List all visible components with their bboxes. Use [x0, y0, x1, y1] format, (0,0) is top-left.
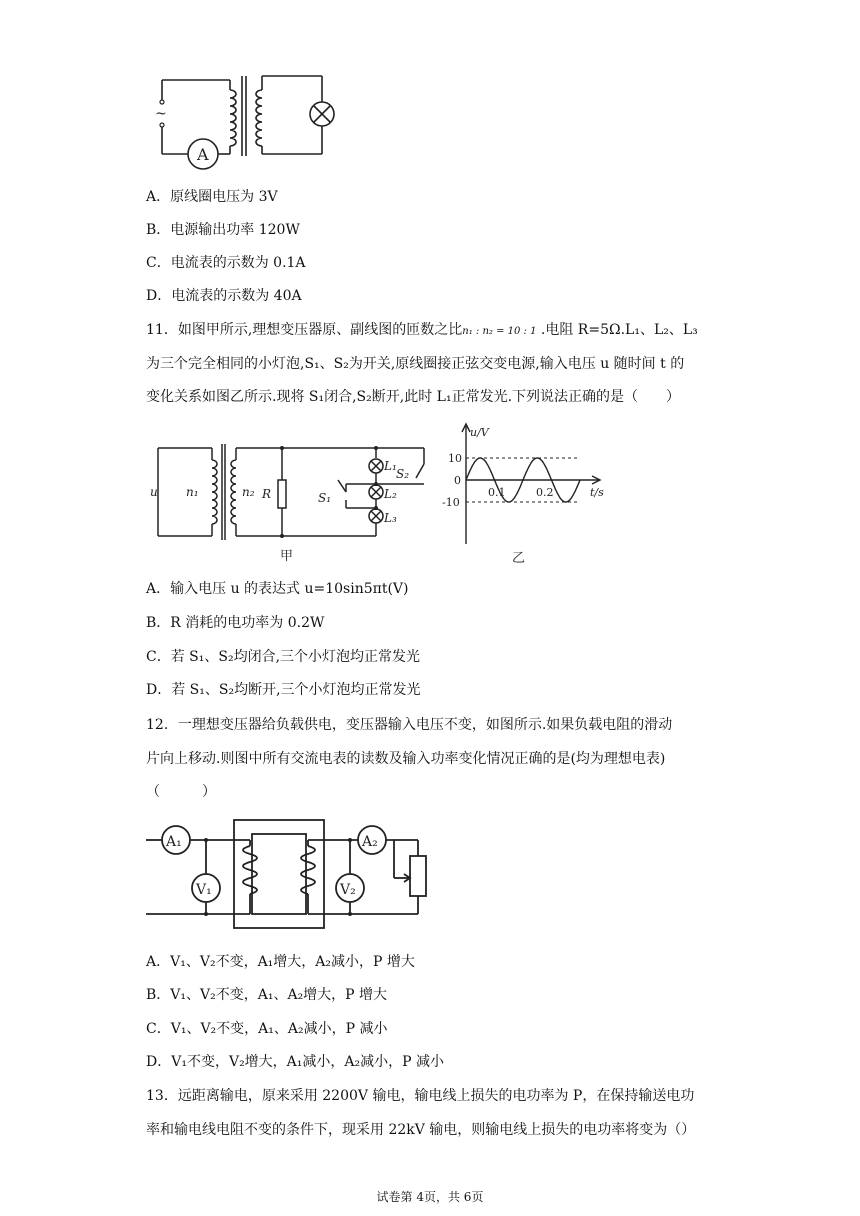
- label-l3: L₃: [384, 511, 397, 525]
- q10-option-d: D．电流表的示数为 40A: [146, 288, 302, 304]
- x-tick-1: 0.1: [488, 486, 506, 499]
- q11-stem-line3: 变化关系如图乙所示.现将 S₁闭合,S₂断开,此时 L₁正常发光.下列说法正确的是（ ）: [146, 389, 681, 405]
- y-axis-label: u/V: [470, 426, 489, 439]
- q12-option-c: C．V₁、V₂不变，A₁、A₂减小，P 减小: [146, 1021, 388, 1037]
- label-l2: L₂: [384, 487, 397, 501]
- ammeter-a2-label: A₂: [362, 834, 378, 850]
- q12-transformer-meters-figure: [146, 816, 436, 936]
- q10-option-b: B．电源输出功率 120W: [146, 222, 300, 238]
- ammeter-a1-label: A₁: [166, 834, 182, 850]
- q12-stem-line2: 片向上移动.则图中所有交流电表的读数及输入功率变化情况正确的是(均为理想电表): [146, 751, 666, 767]
- q12-option-b: B．V₁、V₂不变，A₁、A₂增大，P 增大: [146, 987, 388, 1003]
- label-s2: S₂: [396, 467, 410, 481]
- q11-option-d: D．若 S₁、S₂均断开,三个小灯泡均正常发光: [146, 682, 421, 698]
- x-axis-label: t/s: [590, 486, 604, 499]
- q11-stem-line1: 11．如图甲所示,理想变压器原、副线图的匝数之比n₁ : n₂ = 10 : 1 .电阻 R=5Ω.L₁、L₂、L₃: [146, 322, 698, 338]
- q12-stem-line3: （ ）: [146, 784, 216, 800]
- voltmeter-v1-label: V₁: [196, 882, 212, 898]
- y-tick-min: -10: [442, 496, 460, 509]
- turns-ratio: n₁ : n₂ = 10 : 1: [462, 326, 537, 337]
- q13-stem-line1: 13．远距离输电，原来采用 2200V 输电，输电线上损失的电功率为 P，在保持输送电功: [146, 1088, 695, 1104]
- q12-option-a: A．V₁、V₂不变，A₁增大，A₂减小，P 增大: [146, 954, 415, 970]
- label-n2: n₂: [242, 485, 255, 499]
- page-footer: 试卷第 4页，共 6页: [376, 1190, 484, 1204]
- q10-transformer-figure: [150, 70, 350, 180]
- figure-caption-jia: 甲: [280, 549, 294, 564]
- label-n1: n₁: [186, 485, 199, 499]
- q11-option-a: A．输入电压 u 的表达式 u=10sin5πt(V): [146, 581, 409, 597]
- ac-source-symbol: ~: [155, 106, 167, 122]
- label-u: u: [150, 485, 158, 499]
- q10-option-c: C．电流表的示数为 0.1A: [146, 255, 306, 271]
- q12-stem-line1: 12．一理想变压器给负载供电，变压器输入电压不变，如图所示.如果负载电阻的滑动: [146, 717, 673, 733]
- voltmeter-v2-label: V₂: [340, 882, 356, 898]
- label-s1: S₁: [318, 491, 332, 505]
- q11-voltage-graph: [440, 422, 610, 568]
- x-tick-2: 0.2: [536, 486, 554, 499]
- figure-caption-yi: 乙: [512, 551, 526, 566]
- label-l1: L₁: [384, 459, 397, 473]
- q11-stem-line2: 为三个完全相同的小灯泡,S₁、S₂为开关,原线圈接正弦交变电源,输入电压 u 随时间 t 的: [146, 356, 685, 372]
- y-tick-zero: 0: [454, 474, 461, 487]
- ammeter-label: A: [197, 145, 209, 164]
- q10-option-a: A．原线圈电压为 3V: [146, 189, 278, 205]
- q13-stem-line2: 率和输电线电阻不变的条件下，现采用 22kV 输电，则输电线上损失的电功率将变为（）: [146, 1122, 696, 1138]
- y-tick-max: 10: [448, 452, 462, 465]
- label-r: R: [262, 487, 272, 501]
- q11-option-b: B．R 消耗的电功率为 0.2W: [146, 615, 325, 631]
- q12-option-d: D．V₁不变，V₂增大，A₁减小，A₂减小，P 减小: [146, 1054, 444, 1070]
- q11-option-c: C．若 S₁、S₂均闭合,三个小灯泡均正常发光: [146, 649, 421, 665]
- q11-circuit-figure: [150, 436, 440, 566]
